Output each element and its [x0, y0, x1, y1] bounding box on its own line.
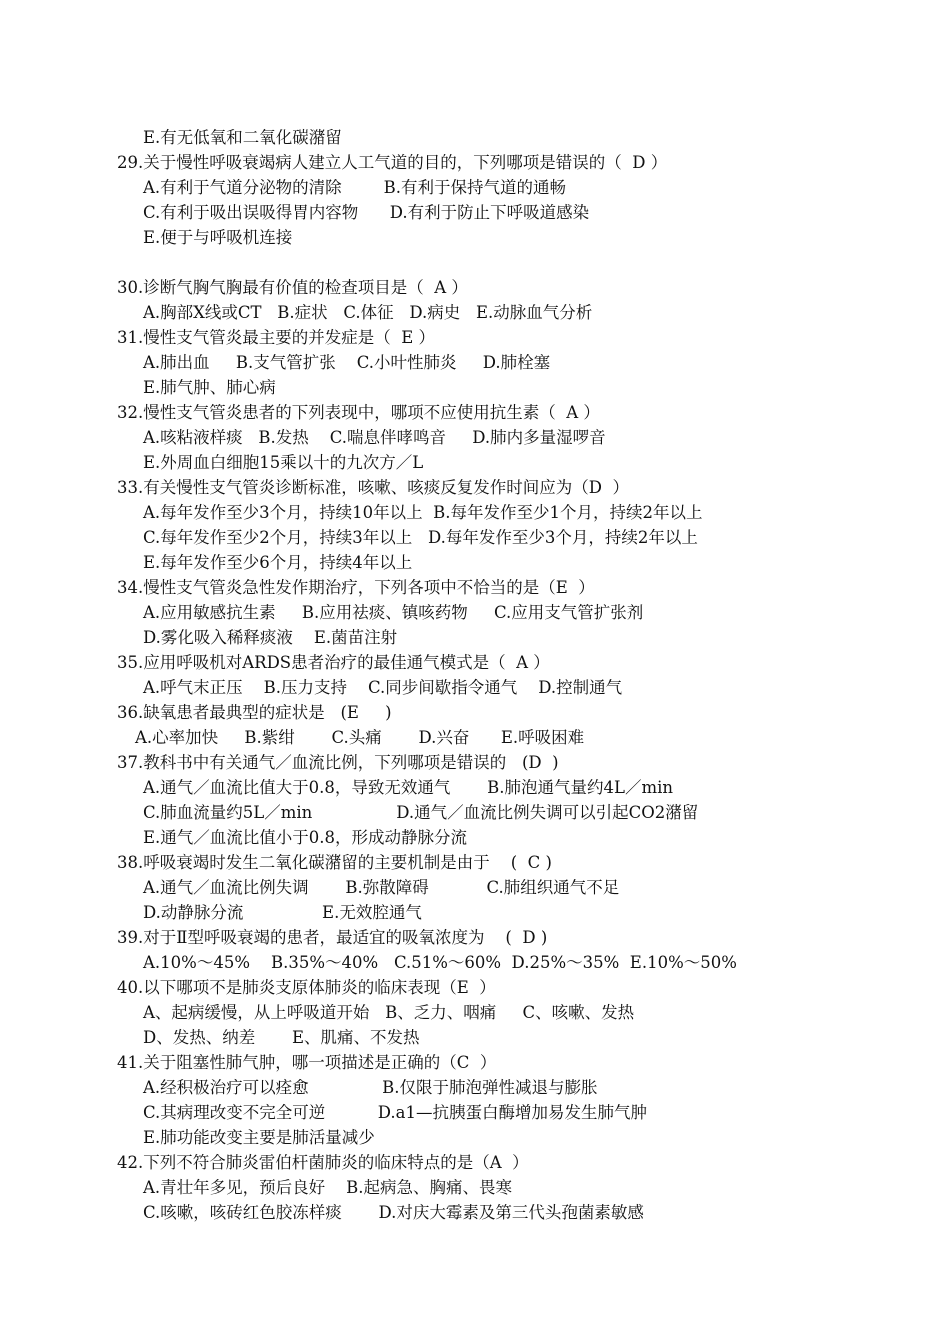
- question-line: 34.慢性支气管炎急性发作期治疗，下列各项中不恰当的是（E ）: [117, 578, 595, 597]
- option-line: A.肺出血 B.支气管扩张 C.小叶性肺炎 D.肺栓塞: [143, 353, 551, 372]
- option-line: A、起病缓慢，从上呼吸道开始 B、乏力、咽痛 C、咳嗽、发热: [143, 1003, 635, 1022]
- question-line: 36.缺氧患者最典型的症状是 (E ): [117, 703, 392, 722]
- question-line: 41.关于阻塞性肺气肿，哪一项描述是正确的（C ）: [117, 1053, 497, 1072]
- option-line: A.心率加快 B.紫绀 C.头痛 D.兴奋 E.呼吸困难: [135, 728, 585, 747]
- option-line: C.咳嗽，咳砖红色胶冻样痰 D.对庆大霉素及第三代头孢菌素敏感: [143, 1203, 644, 1222]
- question-line: 42.下列不符合肺炎雷伯杆菌肺炎的临床特点的是（A ）: [117, 1153, 529, 1172]
- question-line: 33.有关慢性支气管炎诊断标准，咳嗽、咳痰反复发作时间应为（D ）: [117, 478, 629, 497]
- question-line: 32.慢性支气管炎患者的下列表现中，哪项不应使用抗生素（ A ）: [117, 403, 600, 422]
- option-line: A.有利于气道分泌物的清除 B.有利于保持气道的通畅: [143, 178, 566, 197]
- option-line: A.胸部X线或CT B.症状 C.体征 D.病史 E.动脉血气分析: [143, 303, 593, 322]
- question-line: 39.对于Ⅱ型呼吸衰竭的患者，最适宜的吸氧浓度为 ( D ): [117, 928, 548, 947]
- option-line: E.肺气肿、肺心病: [143, 378, 276, 397]
- option-line: E.外周血白细胞15乘以十的九次方／L: [143, 453, 424, 472]
- question-line: 40.以下哪项不是肺炎支原体肺炎的临床表现（E ）: [117, 978, 496, 997]
- question-line: 31.慢性支气管炎最主要的并发症是（ E ）: [117, 328, 436, 347]
- option-line: A.咳粘液样痰 B.发热 C.喘息伴哮鸣音 D.肺内多量湿啰音: [143, 428, 606, 447]
- option-line: A.经积极治疗可以痊愈 B.仅限于肺泡弹性减退与膨胀: [143, 1078, 598, 1097]
- option-line: E.肺功能改变主要是肺活量减少: [143, 1128, 375, 1147]
- option-line: C.其病理改变不完全可逆 D.a1—抗胰蛋白酶增加易发生肺气肿: [143, 1103, 647, 1122]
- question-line: 37.教科书中有关通气／血流比例，下列哪项是错误的 (D ): [117, 753, 559, 772]
- option-line: D.雾化吸入稀释痰液 E.菌苗注射: [143, 628, 398, 647]
- option-line: A.通气／血流比例失调 B.弥散障碍 C.肺组织通气不足: [143, 878, 620, 897]
- option-line: A.呼气末正压 B.压力支持 C.同步间歇指令通气 D.控制通气: [143, 678, 623, 697]
- question-line: 35.应用呼吸机对ARDS患者治疗的最佳通气模式是（ A ）: [117, 653, 550, 672]
- option-line: E.有无低氧和二氧化碳潴留: [143, 128, 342, 147]
- option-line: A.10%～45% B.35%～40% C.51%～60% D.25%～35% E.10%～50%: [143, 953, 737, 972]
- option-line: C.肺血流量约5L／min D.通气／血流比例失调可以引起CO2潴留: [143, 803, 699, 822]
- option-line: A.青壮年多见，预后良好 B.起病急、胸痛、畏寒: [143, 1178, 513, 1197]
- question-line: 29.关于慢性呼吸衰竭病人建立人工气道的目的，下列哪项是错误的（ D ）: [117, 153, 668, 172]
- option-line: E.通气／血流比值小于0.8，形成动静脉分流: [143, 828, 468, 847]
- option-line: D、发热、纳差 E、肌痛、不发热: [143, 1028, 420, 1047]
- option-line: C.有利于吸出误吸得胃内容物 D.有利于防止下呼吸道感染: [143, 203, 590, 222]
- option-line: E.便于与呼吸机连接: [143, 228, 293, 247]
- question-line: 38.呼吸衰竭时发生二氧化碳潴留的主要机制是由于 ( C ): [117, 853, 552, 872]
- option-line: A.通气／血流比值大于0.8，导致无效通气 B.肺泡通气量约4L／min: [143, 778, 673, 797]
- question-line: 30.诊断气胸气胸最有价值的检查项目是（ A ）: [117, 278, 468, 297]
- option-line: A.应用敏感抗生素 B.应用祛痰、镇咳药物 C.应用支气管扩张剂: [143, 603, 644, 622]
- option-line: A.每年发作至少3个月，持续10年以上 B.每年发作至少1个月，持续2年以上: [143, 503, 703, 522]
- option-line: C.每年发作至少2个月，持续3年以上 D.每年发作至少3个月，持续2年以上: [143, 528, 698, 547]
- option-line: E.每年发作至少6个月，持续4年以上: [143, 553, 413, 572]
- option-line: D.动静脉分流 E.无效腔通气: [143, 903, 422, 922]
